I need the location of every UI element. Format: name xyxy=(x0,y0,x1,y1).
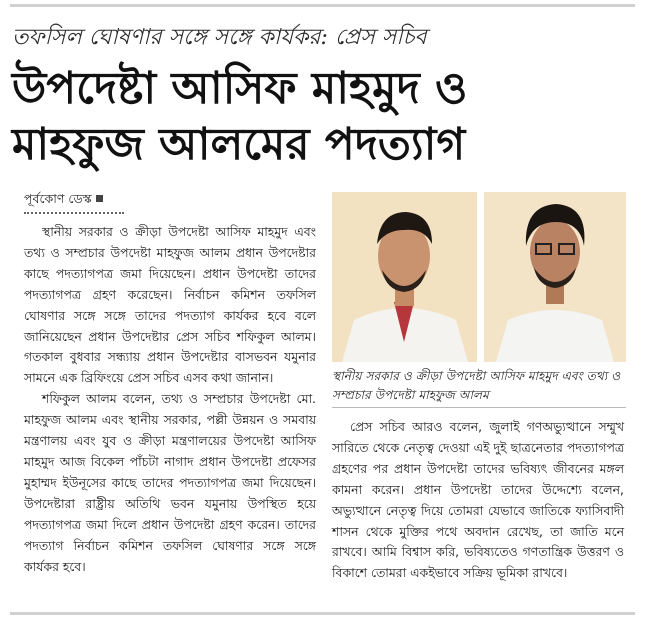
left-paragraph-2: শফিকুল আলম বলেন, তথ্য ও সম্প্রচার উপদেষ্টা মো. মাহফুজ আলম এবং স্থানীয় সরকার, পল্লী উন্নয়ন ও সমবায় মন্ত্রণালয় এবং যুব ও ক্রীড়া মন্ত্রণালয়ের উপদেষ্টা আসিফ মাহমুদ আজ বিকেল পাঁচটা নাগাদ প্রধান উপদেষ্টা প্রফেসর মুহাম্মদ ইউনূসের কাছে তাদের পদত্যাগপত্র জমা দিয়েছেন। উপদেষ্টারা রাষ্ট্রীয় অতিথি ভবন যমুনায় উপস্থিত হয়ে পদত্যাগপত্র জমা দিলে প্রধান উপদেষ্টা গ্রহণ করেন। তাদের পদত্যাগ নির্বাচন কমিশন তফসিল ঘোষণার সঙ্গে সঙ্গে কার্যকর হবে। xyxy=(24,391,316,574)
kicker: তফসিল ঘোষণার সঙ্গে সঙ্গে কার্যকর: প্রেস সচিব xyxy=(12,25,427,50)
bottom-rule xyxy=(10,612,635,615)
top-rule xyxy=(10,4,635,7)
portrait-1-icon xyxy=(332,192,477,362)
photo-caption: স্থানীয় সরকার ও ক্রীড়া উপদেষ্টা আসিফ মাহমুদ এবং তথ্য ও সম্প্রচার উপদেষ্টা মাহফুজ আলম xyxy=(332,369,621,402)
portrait-2-icon xyxy=(484,192,626,362)
byline-square-icon xyxy=(96,195,103,202)
byline-text: পূর্বকোণ ডেস্ক xyxy=(24,191,92,206)
right-paragraph-1: প্রেস সচিব আরও বলেন, জুলাই গণঅভ্যুত্থানে সম্মুখ সারিতে থেকে নেতৃত্ব দেওয়া এই দুই ছাত্রনেতার পদত্যাগপত্র গ্রহণের পর প্রধান উপদেষ্টা তাদের ভবিষ্যৎ জীবনের মঙ্গল কামনা করেন। প্রধান উপদেষ্টা তাদের উদ্দেশ্যে বলেন, অভ্যুত্থানে নেতৃত্ব দিয়ে তোমরা যেভাবে জাতিকে ফ্যাসিবাদী শাসন থেকে মুক্তির পথে অবদান রেখেছ, তা জাতি মনে রাখবে। আমি বিশ্বাস করি, ভবিষ্যতেও গণতান্ত্রিক উত্তরণ ও বিকাশে তোমরা একইভাবে সক্রিয় ভূমিকা রাখবে। xyxy=(332,419,624,581)
left-paragraph-1: স্থানীয় সরকার ও ক্রীড়া উপদেষ্টা আসিফ মাহমুদ এবং তথ্য ও সম্প্রচার উপদেষ্টা মাহফুজ আলম প্রধান উপদেষ্টার কাছে পদত্যাগপত্র জমা দিয়েছেন। প্রধান উপদেষ্টা তাদের পদত্যাগপত্র গ্রহণ করেছেন। নির্বাচন কমিশন তফসিল ঘোষণার সঙ্গে সঙ্গে তাদের পদত্যাগ কার্যকর হবে বলে জানিয়েছেন প্রধান উপদেষ্টার প্রেস সচিব শফিকুল আলম। গতকাল বুধবার সন্ধ্যায় প্রধান উপদেষ্টার বাসভবন যমুনার সামনে এক ব্রিফিংয়ে প্রেস সচিব এসব কথা জানান। xyxy=(24,224,316,386)
byline-dotted-rule xyxy=(24,212,124,214)
caption-rule xyxy=(332,407,626,408)
byline xyxy=(24,191,103,211)
photo-mahfuz-alam xyxy=(484,192,626,362)
photo-group xyxy=(332,192,626,362)
right-column xyxy=(332,417,624,584)
headline-line-2: মাহফুজ আলমের পদত্যাগ xyxy=(12,119,466,170)
left-column xyxy=(24,222,316,577)
headline-line-1: উপদেষ্টা আসিফ মাহমুদ ও xyxy=(12,63,468,114)
photo-asif-mahmud xyxy=(332,192,477,362)
